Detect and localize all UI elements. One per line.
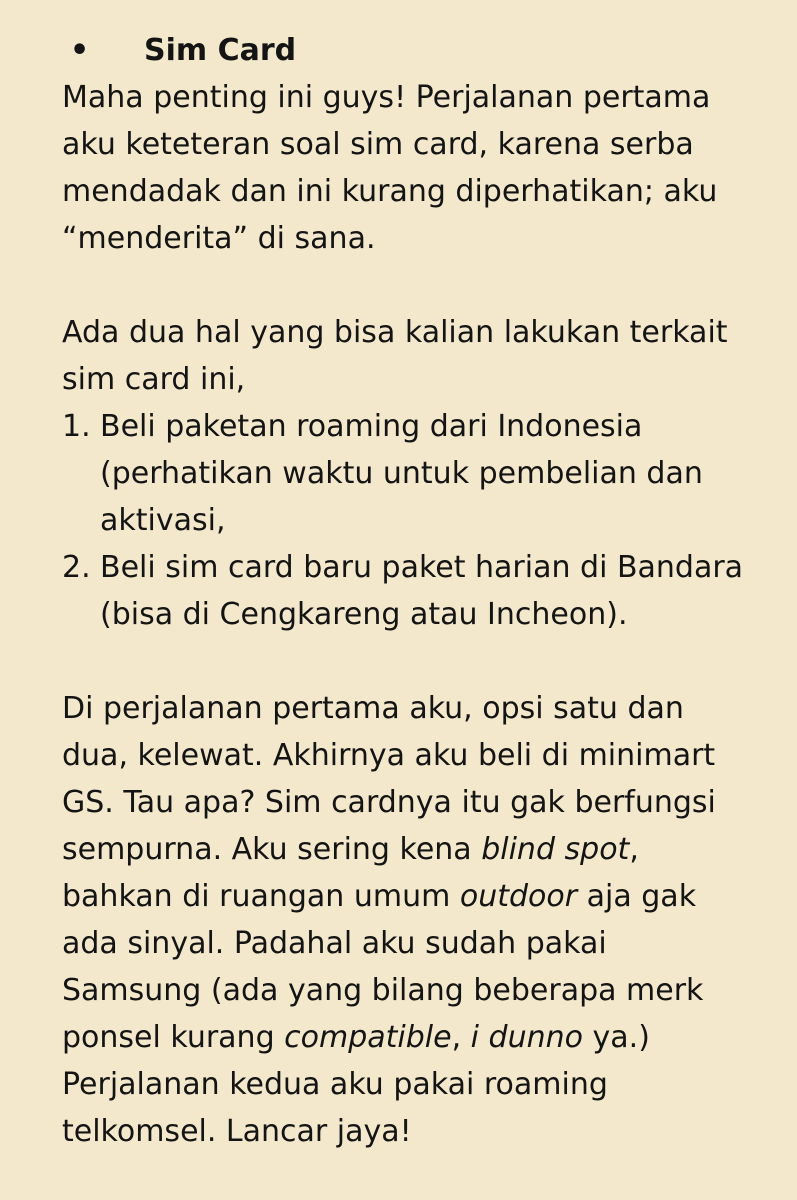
options-line: Ada dua hal yang bisa kalian lakukan terkait <box>62 315 728 350</box>
story-paragraph <box>62 685 777 1155</box>
story-line: ada sinyal. Padahal aku sudah pakai <box>62 926 607 961</box>
story-line: Perjalanan kedua aku pakai roaming <box>62 1067 608 1102</box>
text-run: sempurna. Aku sering kena <box>62 832 482 867</box>
intro-line: Maha penting ini guys! Perjalanan pertama <box>62 80 711 115</box>
paragraph-gap <box>62 638 777 685</box>
story-line: telkomsel. Lancar jaya! <box>62 1114 412 1149</box>
list-item-line: aktivasi, <box>100 503 226 538</box>
text-run: ponsel kurang <box>62 1020 285 1055</box>
options-paragraph <box>62 309 777 403</box>
italic-term: outdoor <box>459 879 578 914</box>
list-number: 1. <box>62 409 91 444</box>
story-line: GS. Tau apa? Sim cardnya itu gak berfungsi <box>62 785 716 820</box>
options-line: sim card ini, <box>62 362 246 397</box>
italic-term: i dunno <box>470 1020 583 1055</box>
text-run: , <box>629 832 639 867</box>
list-item-line: (bisa di Cengkareng atau Incheon). <box>100 597 628 632</box>
intro-line: aku keteteran soal sim card, karena serba <box>62 127 694 162</box>
section-heading <box>62 27 777 74</box>
list-item-line: Beli sim card baru paket harian di Bandara <box>100 550 744 585</box>
list-item-line: (perhatikan waktu untuk pembelian dan <box>100 456 703 491</box>
intro-paragraph <box>62 74 777 262</box>
italic-term: blind spot <box>481 832 630 867</box>
story-line: Samsung (ada yang bilang beberapa merk <box>62 973 704 1008</box>
bullet-icon: • <box>70 33 90 68</box>
list-item <box>62 403 777 544</box>
intro-line: mendadak dan ini kurang diperhatikan; aku <box>62 174 718 209</box>
section-title: Sim Card <box>144 33 297 68</box>
italic-term: compatible <box>284 1020 452 1055</box>
story-line <box>62 826 777 873</box>
list-number: 2. <box>62 550 91 585</box>
story-line: Di perjalanan pertama aku, opsi satu dan <box>62 691 684 726</box>
text-run: ya.) <box>582 1020 650 1055</box>
paragraph-gap <box>62 262 777 309</box>
text-run: aja gak <box>577 879 697 914</box>
options-list <box>62 403 777 638</box>
list-item-line: Beli paketan roaming dari Indonesia <box>100 409 643 444</box>
list-item <box>62 544 777 638</box>
story-line: dua, kelewat. Akhirnya aku beli di minimart <box>62 738 716 773</box>
story-line <box>62 1014 777 1061</box>
text-run: , <box>451 1020 471 1055</box>
text-run: bahkan di ruangan umum <box>62 879 460 914</box>
intro-line: “menderita” di sana. <box>62 221 376 256</box>
story-line <box>62 873 777 920</box>
